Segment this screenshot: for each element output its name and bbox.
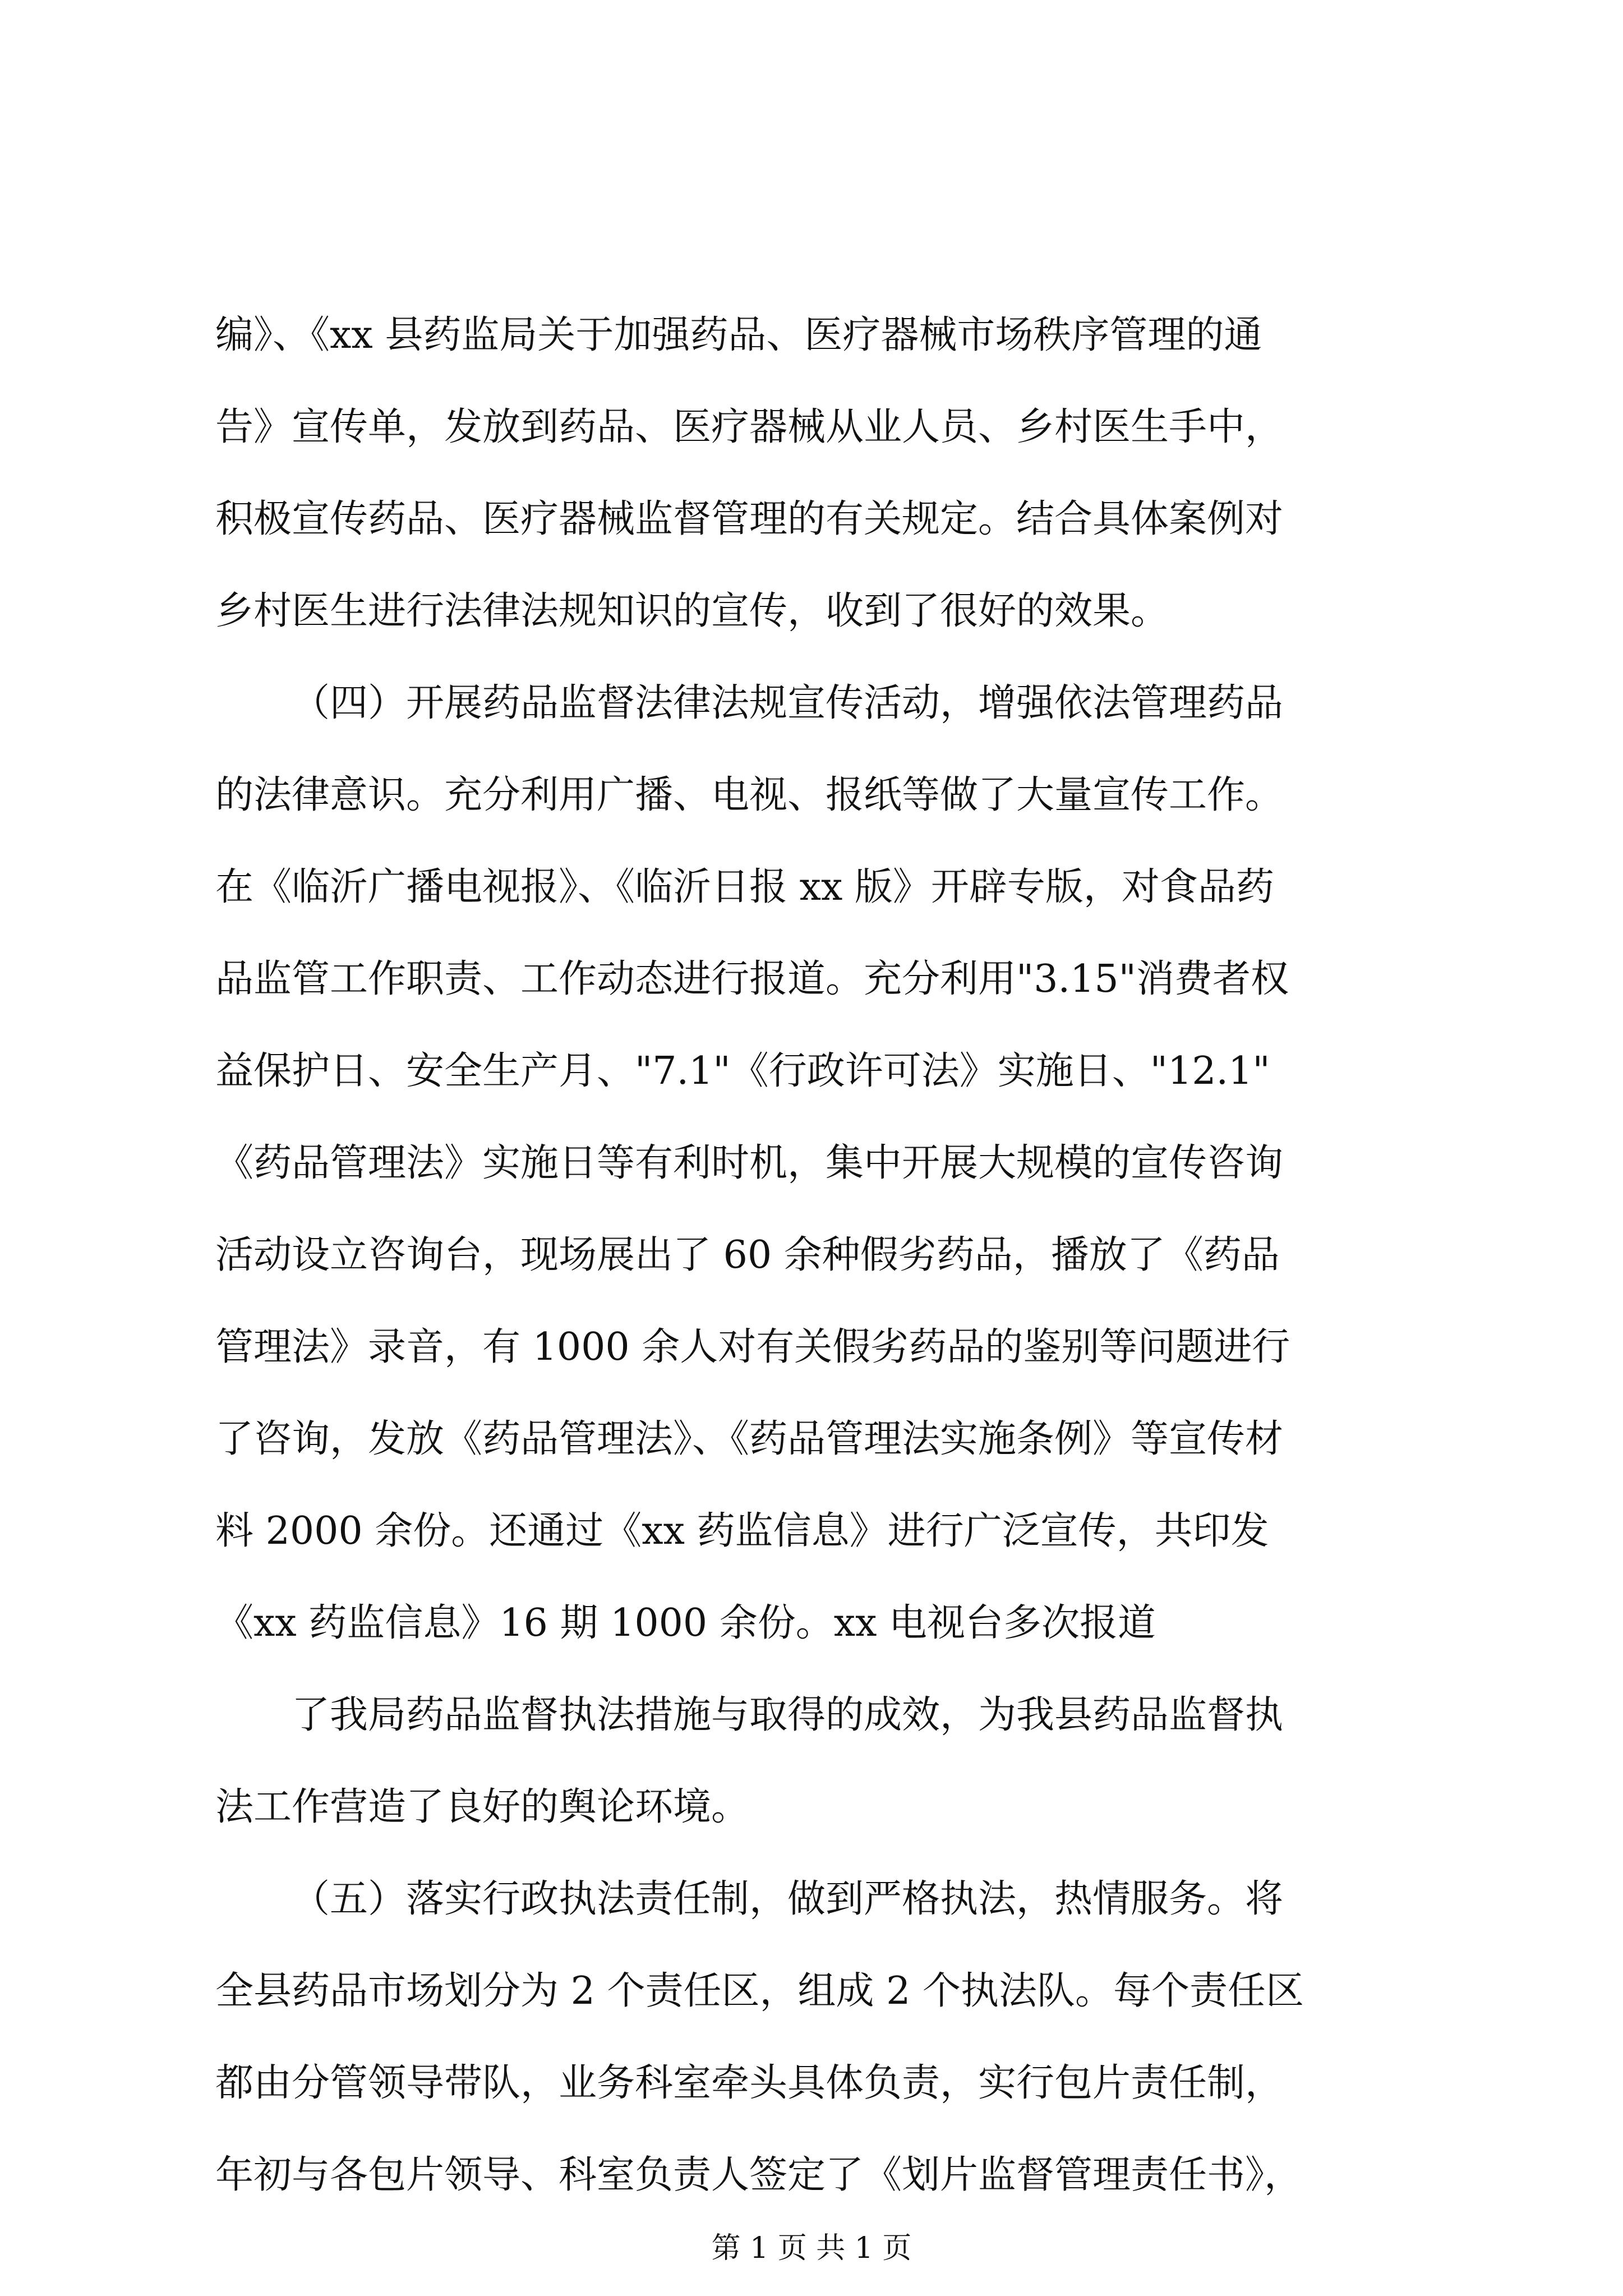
body-line-8: 品监管工作职责、工作动态进行报道。充分利用"3.15"消费者权 — [215, 957, 1289, 1001]
body-line-3: 积极宣传药品、医疗器械监督管理的有关规定。结合具体案例对 — [215, 497, 1284, 541]
body-line-19: 全县药品市场划分为 2 个责任区，组成 2 个执法队。每个责任区 — [215, 1969, 1304, 2013]
body-line-4: 乡村医生进行法律法规知识的宣传，收到了很好的效果。 — [215, 589, 1169, 633]
body-line-11: 活动设立咨询台，现场展出了 60 余种假劣药品，播放了《药品 — [215, 1233, 1280, 1277]
body-line-15: 《xx 药监信息》16 期 1000 余份。xx 电视台多次报道 — [215, 1601, 1156, 1645]
body-line-2: 告》宣传单，发放到药品、医疗器械从业人员、乡村医生手中， — [215, 405, 1284, 449]
body-line-16: 了我局药品监督执法措施与取得的成效，为我县药品监督执 — [292, 1693, 1284, 1737]
body-line-6: 的法律意识。充分利用广播、电视、报纸等做了大量宣传工作。 — [215, 773, 1284, 817]
body-line-10: 《药品管理法》实施日等有利时机，集中开展大规模的宣传咨询 — [215, 1141, 1284, 1185]
section-4-heading-line: （四）开展药品监督法律法规宣传活动，增强依法管理药品 — [292, 681, 1284, 725]
body-line-1: 编》、《xx 县药监局关于加强药品、医疗器械市场秩序管理的通 — [215, 313, 1262, 357]
body-line-9: 益保护日、安全生产月、"7.1"《行政许可法》实施日、"12.1" — [215, 1049, 1270, 1093]
section-5-heading-line: （五）落实行政执法责任制，做到严格执法，热情服务。将 — [292, 1877, 1284, 1921]
body-line-12: 管理法》录音，有 1000 余人对有关假劣药品的鉴别等问题进行 — [215, 1325, 1290, 1369]
body-line-7: 在《临沂广播电视报》、《临沂日报 xx 版》开辟专版，对食品药 — [215, 865, 1274, 909]
body-line-14: 料 2000 余份。还通过《xx 药监信息》进行广泛宣传，共印发 — [215, 1509, 1269, 1553]
body-line-21: 年初与各包片领导、科室负责人签定了《划片监督管理责任书》， — [215, 2153, 1303, 2197]
page-footer: 第 1 页 共 1 页 — [711, 2231, 912, 2265]
body-line-17: 法工作营造了良好的舆论环境。 — [215, 1785, 750, 1829]
body-line-13: 了咨询，发放《药品管理法》、《药品管理法实施条例》等宣传材 — [215, 1417, 1284, 1461]
body-line-20: 都由分管领导带队，业务科室牵头具体负责，实行包片责任制， — [215, 2061, 1284, 2105]
